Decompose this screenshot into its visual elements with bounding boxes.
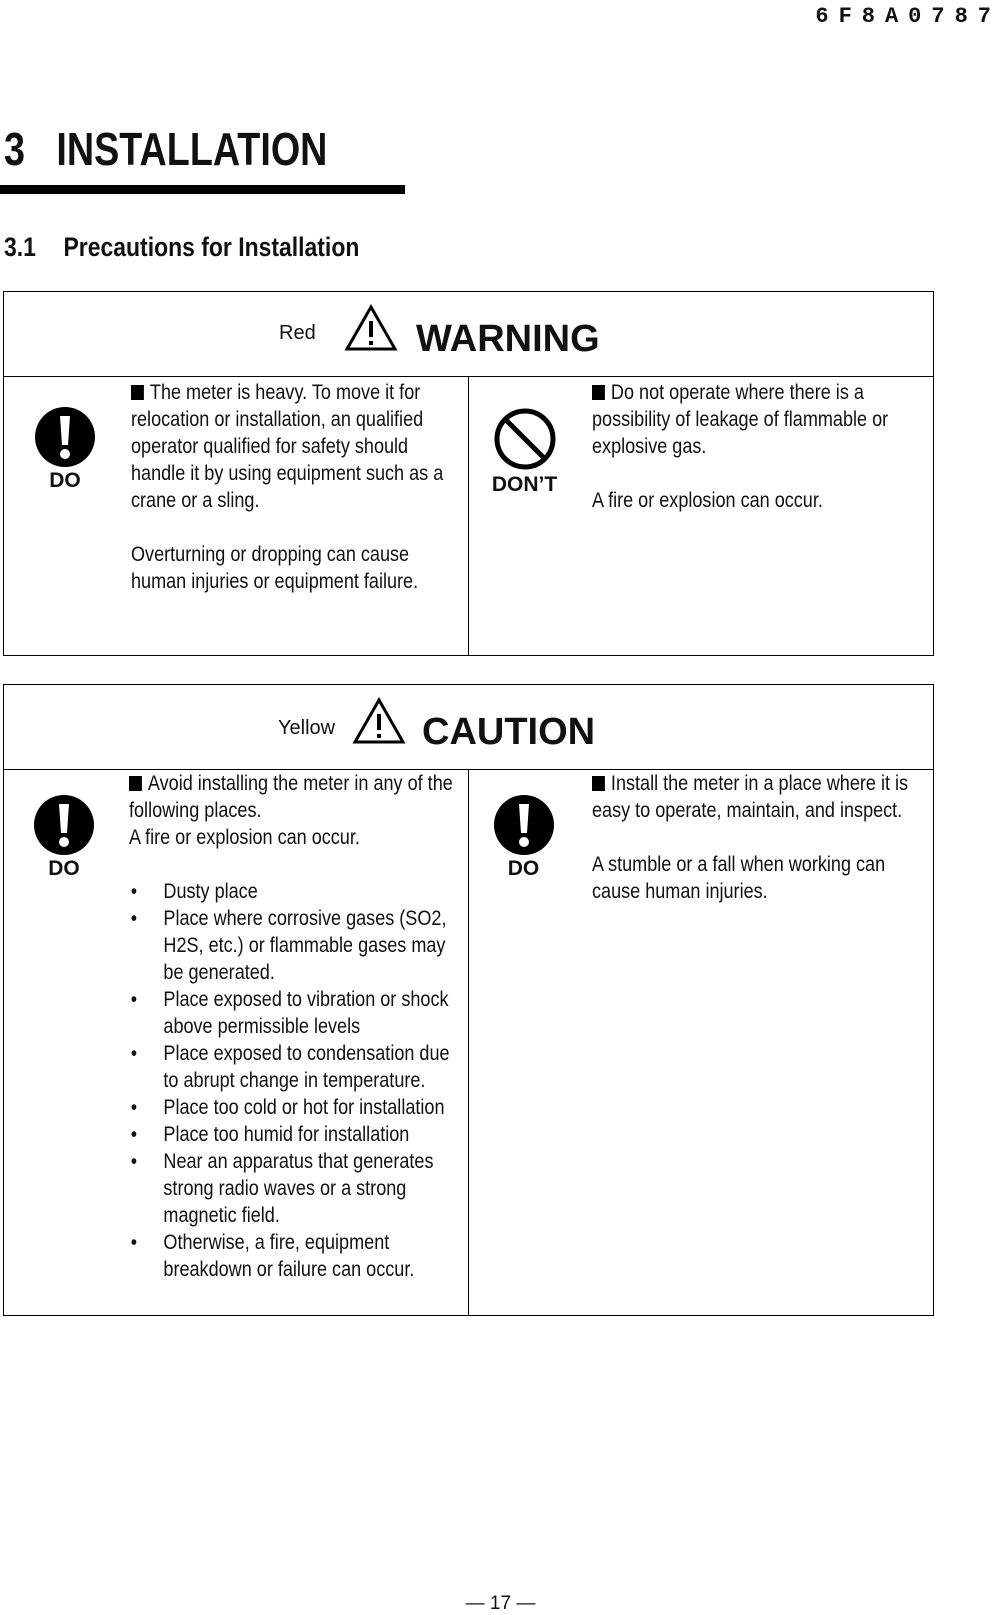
caution-right-consequence: A stumble or a fall when working can cause human injuries.: [591, 853, 885, 903]
document-code: 6F8A0787: [815, 4, 1001, 29]
caution-right-symbol: [484, 795, 564, 881]
bullet-square-icon: [131, 385, 144, 400]
warning-right-consequence: A fire or explosion can occur.: [591, 489, 823, 512]
warning-left-consequence: Overturning or dropping can cause human injuries or equipment failure.: [131, 543, 419, 593]
warning-triangle-icon: [344, 304, 398, 352]
warning-box: [3, 291, 934, 656]
caution-body: [4, 770, 933, 1315]
bullet-square-icon: [592, 385, 605, 400]
warning-right-paragraph: Do not operate where there is a possibility of leakage of flammable or explosive gas.: [591, 381, 888, 458]
prohibition-icon: [493, 407, 557, 471]
caution-left-text: [129, 770, 460, 1283]
bullet-square-icon: [129, 776, 142, 791]
list-item: • Otherwise, a fire, equipment breakdown or failure can occur.: [129, 1229, 460, 1283]
chapter-title: [4, 122, 327, 176]
warning-body: [4, 377, 933, 655]
warning-left-cell: [4, 377, 469, 655]
section-name: Precautions for Installation: [63, 232, 360, 262]
warning-left-text: [131, 379, 458, 595]
chapter-number: 3: [4, 123, 25, 175]
mandatory-exclamation-icon: [35, 407, 95, 467]
warning-right-cell: [469, 377, 934, 655]
do-label: DO: [48, 857, 80, 880]
warning-right-symbol: [485, 407, 565, 497]
list-item: • Place exposed to vibration or shock above permissible levels: [129, 986, 460, 1040]
caution-left-consequence: A fire or explosion can occur.: [129, 826, 360, 849]
dont-label: DON’T: [491, 473, 558, 496]
section-title: [4, 232, 359, 263]
warning-header: [4, 292, 933, 377]
caution-signal-word: CAUTION: [422, 711, 596, 753]
chapter-underline: [0, 185, 405, 194]
section-number: 3.1: [4, 232, 36, 262]
warning-triangle-icon: [352, 697, 406, 745]
mandatory-exclamation-icon: [34, 795, 94, 855]
warning-color-label: Red: [279, 322, 316, 344]
caution-left-cell: [4, 770, 469, 1315]
caution-box: [3, 684, 934, 1316]
caution-left-symbol: [24, 795, 104, 881]
caution-left-intro: Avoid installing the meter in any of the following places.: [129, 772, 453, 822]
list-item: • Place exposed to condensation due to abrupt change in temperature.: [129, 1040, 460, 1094]
caution-right-paragraph: Install the meter in a place where it is easy to operate, maintain, and inspect.: [591, 772, 908, 822]
list-item: • Dusty place: [129, 878, 460, 905]
page-number: — 17 —: [465, 1593, 536, 1614]
caution-right-cell: [469, 770, 934, 1315]
caution-color-label: Yellow: [278, 717, 336, 739]
warning-right-text: [592, 379, 915, 514]
list-item: • Place too humid for installation: [129, 1121, 460, 1148]
list-item: • Place where corrosive gases (SO2, H2S, etc.) or flammable gases may be generated.: [129, 905, 460, 986]
list-item: • Place too cold or hot for installation: [129, 1094, 460, 1121]
mandatory-exclamation-icon: [494, 795, 554, 855]
do-label: DO: [507, 857, 540, 880]
avoid-places-list: [129, 878, 460, 1283]
list-item: • Near an apparatus that generates strong radio waves or a strong magnetic field.: [129, 1148, 460, 1229]
caution-header: [4, 685, 933, 770]
warning-left-symbol: [25, 407, 105, 493]
caution-right-text: [592, 770, 932, 905]
do-label: DO: [49, 469, 81, 492]
bullet-square-icon: [592, 776, 605, 791]
chapter-name: INSTALLATION: [56, 123, 328, 175]
warning-left-paragraph: The meter is heavy. To move it for relocation or installation, an qualified operator qualified for safety should handle it by using equipment such as a crane or a sling.: [131, 381, 444, 512]
warning-signal-word: WARNING: [416, 318, 600, 360]
